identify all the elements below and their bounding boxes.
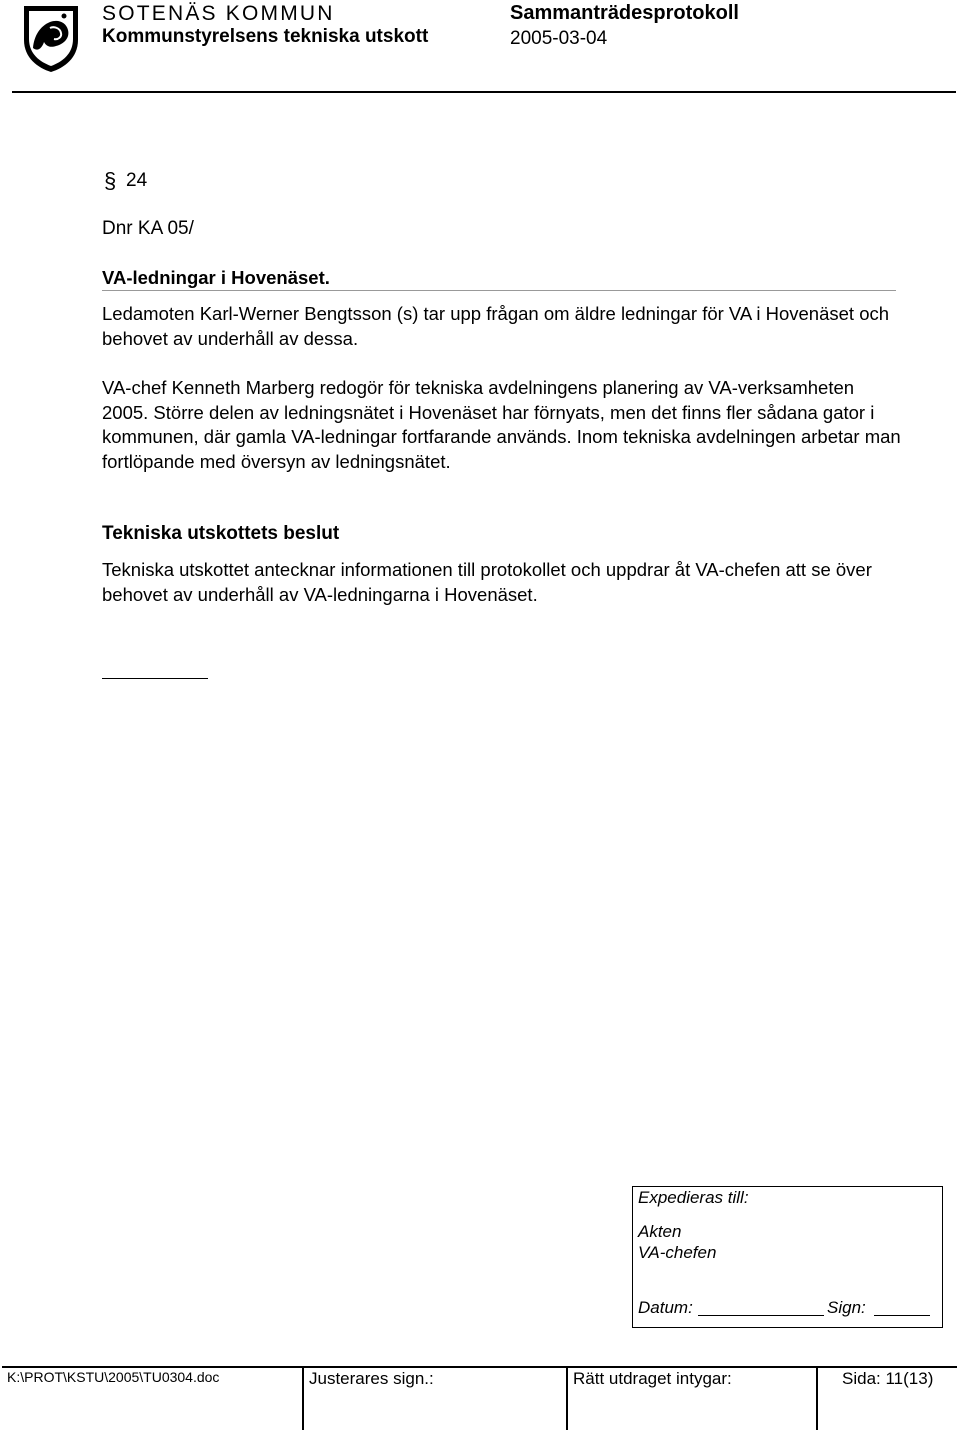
footer-page-number: Sida: 11(13) — [842, 1369, 934, 1388]
footer-separator — [302, 1366, 304, 1430]
heading-divider — [102, 290, 896, 291]
decision-heading: Tekniska utskottets beslut — [102, 523, 340, 544]
header-divider — [12, 91, 956, 93]
section-heading: VA-ledningar i Hovenäset. — [102, 267, 330, 288]
municipal-crest-icon — [20, 2, 82, 74]
expedition-recipient: VA-chefen — [638, 1243, 717, 1262]
body-paragraph-2: VA-chef Kenneth Marberg redogör för tekniska avdelningens planering av VA-verksamheten 2005. Större delen av ledningsnätet i Hovenäset har förnyats, men det finns fler sådana gator i kommunen, där gamla VA-ledningar fortfarande används. Inom tekniska avdelningen arbetar man fortlöpande med översyn av ledningsnätet. — [102, 377, 901, 472]
section-number: 24 — [126, 170, 148, 191]
meeting-date: 2005-03-04 — [510, 28, 608, 49]
footer-separator — [816, 1366, 818, 1430]
expedition-recipient: Akten — [638, 1222, 682, 1241]
footer-ratt-label: Rätt utdraget intygar: — [573, 1369, 732, 1388]
sign-line — [874, 1315, 930, 1316]
footer-justeras-label: Justerares sign.: — [309, 1369, 434, 1388]
paragraph-symbol: § — [104, 168, 117, 193]
end-of-section-line — [102, 678, 208, 679]
document-type: Sammanträdesprotokoll — [510, 2, 739, 24]
committee-name: Kommunstyrelsens tekniska utskott — [102, 26, 429, 47]
footer-divider — [2, 1366, 957, 1368]
footer-separator — [566, 1366, 568, 1430]
body-paragraph-1: Ledamoten Karl-Werner Bengtsson (s) tar upp frågan om äldre ledningar för VA i Hovenäset och behovet av underhåll av dessa. — [102, 303, 890, 349]
footer-file-path: K:\PROT\KSTU\2005\TU0304.doc — [7, 1369, 220, 1385]
expedition-title: Expedieras till: — [638, 1188, 749, 1207]
organization-name: SOTENÄS KOMMUN — [102, 2, 335, 25]
decision-text: Tekniska utskottet antecknar informationen till protokollet och uppdrar åt VA-chefen att se över behovet av underhåll av VA-ledningarna i Hovenäset. — [102, 559, 872, 605]
datum-line — [698, 1315, 824, 1316]
datum-label: Datum: — [638, 1298, 693, 1317]
diary-number: Dnr KA 05/ — [102, 218, 194, 239]
sign-label: Sign: — [827, 1298, 866, 1317]
